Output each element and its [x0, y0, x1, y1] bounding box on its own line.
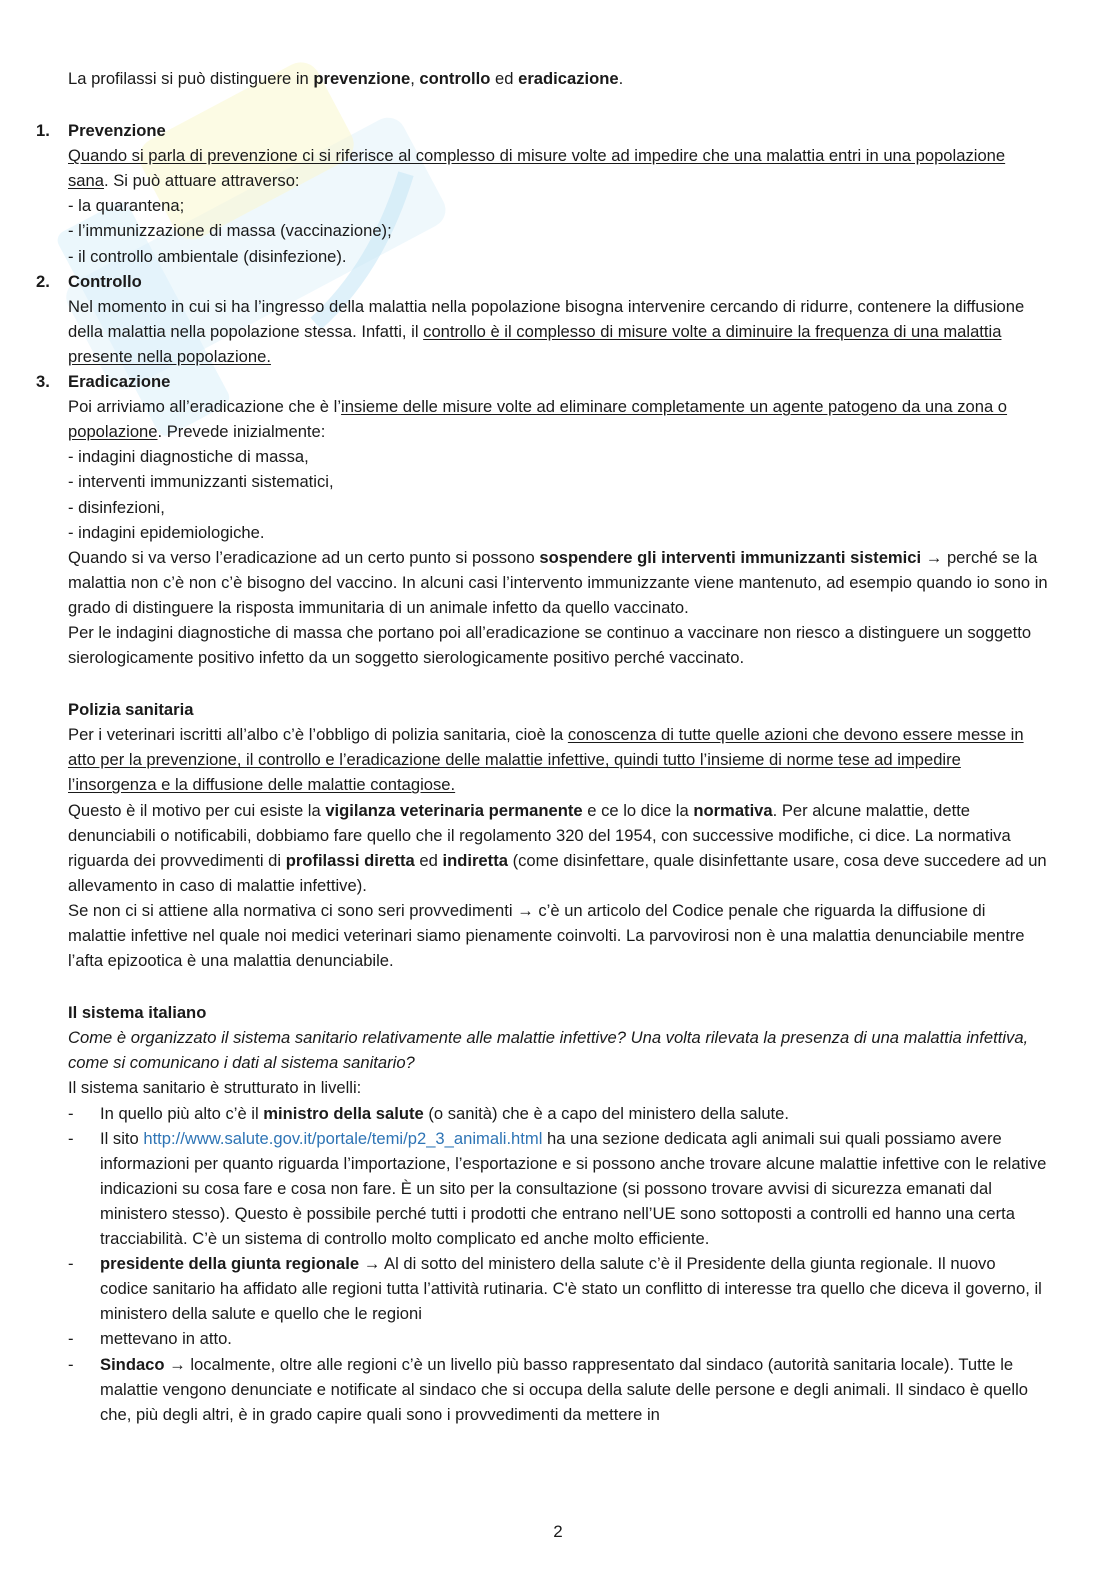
intro-paragraph: La profilassi si può distinguere in prevenzione, controllo ed eradicazione.: [68, 69, 624, 88]
sistema-heading: Il sistema italiano: [68, 1003, 207, 1023]
section-eradicazione-heading: 3. Eradicazione: [36, 372, 171, 392]
section-prevenzione-heading: 1. Prevenzione: [36, 121, 166, 141]
sistema-question: Come è organizzato il sistema sanitario relativamente alle malattie infettive? Una volta rilevata la presenza di una malattia infettiva, come si comunicano i dati al sistema sanitario?: [68, 1028, 1029, 1073]
sistema-intro: Il sistema sanitario è strutturato in livelli:: [68, 1078, 362, 1098]
prevenzione-item: - il controllo ambientale (disinfezione).: [68, 246, 347, 266]
polizia-paragraph: Se non ci si attiene alla normativa ci sono seri provvedimenti → c’è un articolo del Codice penale che riguarda la diffusione di malattie infettive nel quale noi medici veterinari siamo pienamente coinvolti. La parvovirosi non è una malattia denunciabile mentre l’afta epizootica è una malattia denunciabile.: [68, 900, 1025, 971]
ministero-link[interactable]: http://www.salute.gov.it/portale/temi/p2_3_animali.html: [143, 1128, 543, 1148]
prevenzione-item: - l’immunizzazione di massa (vaccinazione);: [68, 221, 392, 241]
controllo-paragraph: Nel momento in cui si ha l’ingresso della malattia nella popolazione bisogna intervenire cercando di ridurre, contenere la diffusione della malattia nella popolazione stessa. Infatti, il controllo è il complesso di misure volte a diminuire la frequenza di una malattia presente nella popolazione.: [68, 296, 1025, 366]
polizia-paragraph: Per i veterinari iscritti all’albo c’è l’obbligo di polizia sanitaria, cioè la conoscenza di tutte quelle azioni che devono essere messe in atto per la prevenzione, il controllo e l’eradicazione delle malattie infettive, quindi tutto l’insieme di norme tese ad impedire l’insorgenza e la diffusione delle malattie contagiose.: [68, 725, 1024, 795]
eradicazione-item: - interventi immunizzanti sistematici,: [68, 472, 334, 492]
section-controllo-heading: 2. Controllo: [36, 271, 142, 291]
eradicazione-paragraph: Quando si va verso l’eradicazione ad un certo punto si possono sospendere gli interventi immunizzanti sistemici → perché se la malattia non c’è non c’è bisogno del vaccino. In alcuni casi l’intervento immunizzante viene mantenuto, ad esempio quando io sono in grado di distinguere la risposta immunitaria di un animale infetto da quello vaccinato.: [68, 547, 1048, 617]
list-item: - presidente della giunta regionale → Al di sotto del ministero della salute c’è il Presidente della giunta regionale. Il nuovo codice sanitario ha affidato alle regioni tutta l’attività rutinaria. C'è stato un conflitto di interesse tra quello che diceva il governo, il ministero della salute e quello che le regioni: [68, 1254, 1042, 1324]
polizia-heading: Polizia sanitaria: [68, 700, 194, 720]
list-item: - mettevano in atto.: [68, 1329, 232, 1349]
document-body: [36, 66, 1048, 1427]
polizia-paragraph: Questo è il motivo per cui esiste la vigilanza veterinaria permanente e ce lo dice la normativa. Per alcune malattie, dette denunciabili o notificabili, dobbiamo fare quello che il regolamento 320 del 1954, con successive modifiche, ci dice. La normativa riguarda dei provvedimenti di profilassi diretta ed indiretta (come disinfettare, quale disinfettante usare, cosa deve succedere ad un allevamento in caso di malattie infettive).: [68, 800, 1047, 895]
eradicazione-paragraph: Per le indagini diagnostiche di massa che portano poi all’eradicazione se continuo a vaccinare non riesco a distinguere un soggetto sierologicamente positivo infetto da un soggetto sierologicamente positivo perché vaccinato.: [68, 622, 1032, 668]
prevenzione-item: - la quarantena;: [68, 196, 185, 216]
eradicazione-item: - indagini diagnostiche di massa,: [68, 447, 309, 467]
eradicazione-definition: Poi arriviamo all’eradicazione che è l’insieme delle misure volte ad eliminare completamente un agente patogeno da una zona o popolazione. Prevede inizialmente:: [68, 397, 1008, 442]
list-item: - In quello più alto c’è il ministro della salute (o sanità) che è a capo del ministero della salute.: [68, 1103, 789, 1123]
eradicazione-item: - indagini epidemiologiche.: [68, 522, 265, 542]
prevenzione-definition: Quando si parla di prevenzione ci si riferisce al complesso di misure volte ad impedire che una malattia entri in una popolazione sana. Si può attuare attraverso:: [68, 146, 1006, 191]
list-item: - Il sito http://www.salute.gov.it/portale/temi/p2_3_animali.html ha una sezione dedicata agli animali sui quali possiamo avere informazioni per quanto riguarda l’importazione, l’esportazione e si possono anche trovare alcune malattie infettive con le relative indicazioni su cosa fare e cosa non fare. È un sito per la consultazione (si possono trovare avvisi di sicurezza emanati dal ministero stesso). Questo è possibile perché tutti i prodotti che entrano nell’UE sono sottoposti a controlli ed hanno una certa tracciabilità. C’è un sistema di controllo molto complicato ed anche molto efficiente.: [68, 1128, 1047, 1249]
eradicazione-item: - disinfezioni,: [68, 497, 165, 517]
list-item: - Sindaco → localmente, oltre alle regioni c’è un livello più basso rappresentato dal sindaco (autorità sanitaria locale). Tutte le malattie vengono denunciate e notificate al sindaco che si occupa della salute delle persone e degli animali. Il sindaco è quello che, più degli altri, è in grado capire quali sono i provvedimenti da mettere in: [68, 1354, 1029, 1424]
page-number: 2: [553, 1522, 563, 1541]
